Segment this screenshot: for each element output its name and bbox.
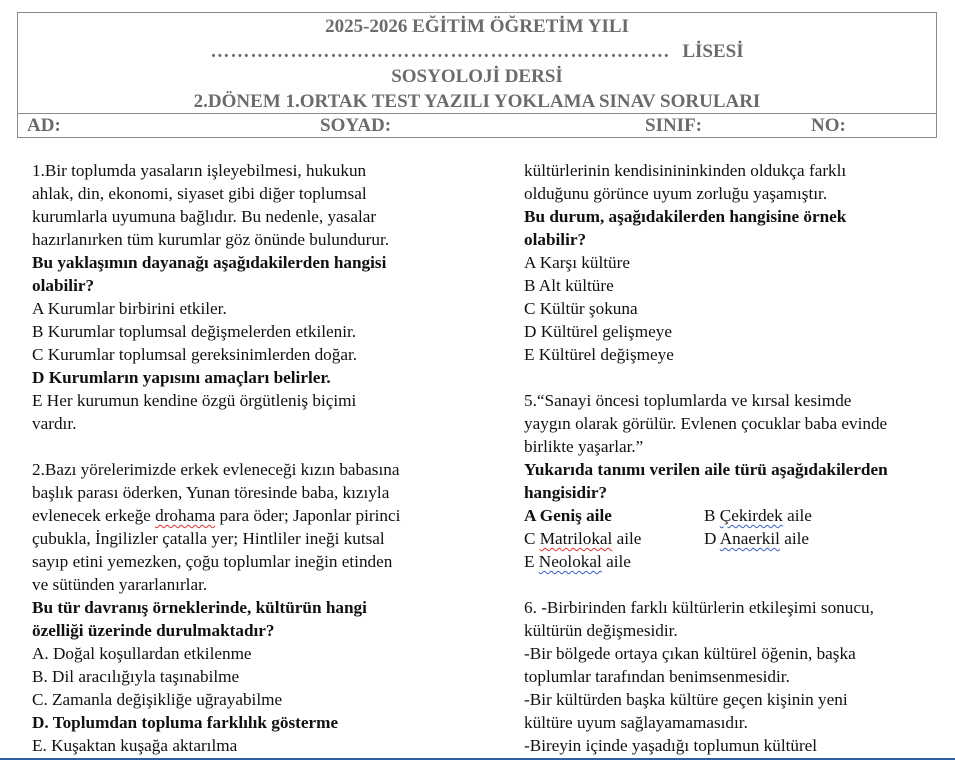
name-field-label: AD:	[27, 115, 61, 136]
student-info-row	[18, 115, 936, 137]
q3-option-a: A Karşı kültüre	[524, 253, 630, 272]
exam-title: 2.DÖNEM 1.ORTAK TEST YAZILI YOKLAMA SINAV SORULARI	[193, 91, 761, 112]
surname-field-label: SOYAD:	[320, 115, 392, 136]
q2-option-c: C. Zamanla değişikliğe uğrayabilme	[32, 690, 283, 709]
spellcheck-word: Anaerkil	[719, 529, 780, 548]
q5-option-d: D Anaerkil aile	[704, 529, 810, 548]
q2-stem-line	[32, 504, 482, 527]
spellcheck-word: drohama	[155, 506, 216, 525]
q2-option-d: D. Toplumdan topluma farklılık gösterme	[32, 713, 339, 732]
question-2	[32, 458, 482, 757]
q2-stem-line: çubukla, İngilizler çatalla yer; Hintliler ineği kutsal	[32, 529, 385, 548]
page-bottom-border	[0, 758, 955, 760]
spellcheck-word: Neolokal	[538, 552, 602, 571]
q2-option-b: B. Dil aracılığıyla taşınabilme	[32, 667, 240, 686]
spellcheck-word: Çekirdek	[719, 506, 783, 525]
q3-option-e: E Kültürel değişmeye	[524, 345, 674, 364]
q2-stem-line: ve sütünden yararlanırlar.	[32, 575, 208, 594]
school-label: LİSESİ	[682, 41, 744, 62]
q1-stem-line: ahlak, din, ekonomi, siyaset gibi diğer toplumsal	[32, 184, 367, 203]
course-title: SOSYOLOJİ DERSİ	[391, 66, 563, 87]
question-3-continued	[524, 159, 952, 366]
number-field-label: NO:	[811, 115, 846, 136]
q6-line: -Bir bölgede ortaya çıkan kültürel öğenin, başka	[524, 644, 856, 663]
right-column	[524, 159, 952, 757]
question-5	[524, 389, 952, 573]
question-1	[32, 159, 482, 435]
q3-stem-line: olduğunu görünce uyum zorluğu yaşamıştır.	[524, 184, 828, 203]
q1-stem-line: 1.Bir toplumda yasaların işleyebilmesi, hukukun	[32, 161, 367, 180]
q6-line: kültüre uyum sağlayamamasıdır.	[524, 713, 748, 732]
q5-stem-line: 5.“Sanayi öncesi toplumlarda ve kırsal kesimde	[524, 391, 852, 410]
q6-line: kültürün değişmesidir.	[524, 621, 678, 640]
q3-option-d: D Kültürel gelişmeye	[524, 322, 672, 341]
q1-option-e-cont: vardır.	[32, 414, 77, 433]
q2-text: para öder; Japonlar pirinci	[215, 506, 401, 525]
q2-stem-line: 2.Bazı yörelerimizde erkek evleneceği kızın babasına	[32, 460, 400, 479]
q5-option-c: C Matrilokal aile	[524, 529, 642, 548]
q2-option-a: A. Doğal koşullardan etkilenme	[32, 644, 252, 663]
q1-option-b: B Kurumlar toplumsal değişmelerden etkilenir.	[32, 322, 357, 341]
q6-line: 6. -Birbirinden farklı kültürlerin etkileşimi sonucu,	[524, 598, 874, 617]
class-field-label: SINIF:	[645, 115, 703, 136]
q5-question-line: Yukarıda tanımı verilen aile türü aşağıdakilerden	[524, 460, 888, 479]
school-name-line	[18, 39, 936, 64]
q1-question-line: olabilir?	[32, 276, 95, 295]
q3-option-c: C Kültür şokuna	[524, 299, 638, 318]
q1-stem-line: kurumlarla uyumuna bağlıdır. Bu nedenle, yasalar	[32, 207, 377, 226]
q1-stem-line: hazırlanırken tüm kurumlar göz önünde bulundurur.	[32, 230, 390, 249]
q1-option-e: E Her kurumun kendine özgü örgütleniş biçimi	[32, 391, 357, 410]
spellcheck-word: Matrilokal	[539, 529, 613, 548]
q6-line: -Bir kültürden başka kültüre geçen kişinin yeni	[524, 690, 848, 709]
q5-options-row	[524, 527, 952, 550]
q2-text: evlenecek erkeğe	[32, 506, 156, 525]
q3-stem-line: kültürlerinin kendisinininkinden oldukça farklı	[524, 161, 847, 180]
school-name-blank: ……………………………………………………………	[210, 41, 671, 62]
q5-stem-line: yaygın olarak görülür. Evlenen çocuklar baba evinde	[524, 414, 888, 433]
q3-question-line: Bu durum, aşağıdakilerden hangisine örnek	[524, 207, 847, 226]
q5-question-line: hangisidir?	[524, 483, 608, 502]
q5-stem-line: birlikte yaşarlar.”	[524, 437, 644, 456]
q5-option-a: A Geniş aile	[524, 506, 612, 525]
header-divider	[18, 113, 936, 114]
exam-header	[17, 12, 937, 138]
q1-option-c: C Kurumlar toplumsal gereksinimlerden doğar.	[32, 345, 358, 364]
q1-question-line: Bu yaklaşımın dayanağı aşağıdakilerden hangisi	[32, 253, 387, 272]
q1-option-a: A Kurumlar birbirini etkiler.	[32, 299, 227, 318]
q3-option-b: B Alt kültüre	[524, 276, 614, 295]
q2-stem-line: sayıp etini yemezken, çoğu toplumlar ineğin etinden	[32, 552, 393, 571]
q6-line: toplumlar tarafından benimsenmesidir.	[524, 667, 790, 686]
academic-year: 2025-2026 EĞİTİM ÖĞRETİM YILI	[325, 16, 629, 37]
q2-option-e: E. Kuşaktan kuşağa aktarılma	[32, 736, 238, 755]
q5-option-b: B Çekirdek aile	[704, 506, 812, 525]
q2-question-line: Bu tür davranış örneklerinde, kültürün hangi	[32, 598, 367, 617]
q3-question-line: olabilir?	[524, 230, 587, 249]
q6-line: -Bireyin içinde yaşadığı toplumun kültürel	[524, 736, 818, 755]
q5-options-row	[524, 504, 952, 527]
q1-option-d: D Kurumların yapısını amaçları belirler.	[32, 368, 331, 387]
q2-question-line: özelliği üzerinde durulmaktadır?	[32, 621, 275, 640]
q2-stem-line: başlık parası öderken, Yunan töresinde baba, kızıyla	[32, 483, 390, 502]
left-column	[32, 159, 482, 757]
question-6	[524, 596, 952, 757]
q5-option-e: E Neolokal aile	[524, 552, 631, 571]
